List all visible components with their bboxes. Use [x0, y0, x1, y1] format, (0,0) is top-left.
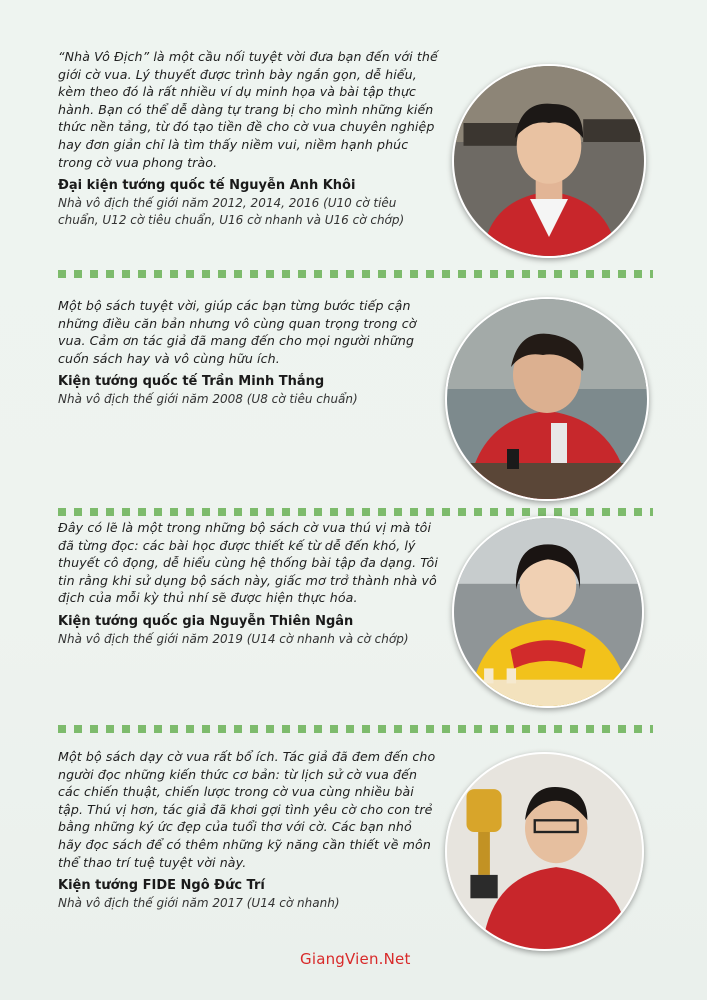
testimonial-quote: Một bộ sách dạy cờ vua rất bổ ích. Tác giả đã đem đến cho người đọc những kiến thức cơ bản: từ lịch sử cờ vua đến các chiến thuật, chiến lược trong cờ vua cùng nhiều bài tập. Thú vị hơn, tác giả đã khơi gợi tình yêu cờ cho con trẻ bằng những ký ức đẹp của tuổi thơ với cờ. Các bạn nhỏ hãy đọc sách để có thêm những kỹ năng cần thiết về môn thể thao trí tuệ tuyệt vời này. — [58, 749, 436, 870]
portrait-photo-3 — [452, 516, 644, 708]
testimonial-2 — [58, 297, 438, 408]
portrait-photo-1 — [452, 64, 646, 258]
testimonial-author: Đại kiện tướng quốc tế Nguyễn Anh Khôi — [58, 178, 356, 194]
testimonial-title: Nhà vô địch thế giới năm 2019 (U14 cờ nhanh và cờ chớp) — [58, 631, 409, 646]
testimonial-quote: Đây có lẽ là một trong những bộ sách cờ vua thú vị mà tôi đã từng đọc: các bài học được thiết kế từ dễ đến khó, lý thuyết cô đọng, dễ hiểu cùng hệ thống bài tập đa dạng. Tôi tin rằng khi sử dụng bộ sách này, giấc mơ trở thành nhà vô địch của mỗi kỳ thủ nhí sẽ được hiện thực hóa. — [58, 520, 438, 606]
testimonial-author: Kiện tướng quốc tế Trần Minh Thắng — [58, 374, 325, 390]
testimonial-4 — [58, 748, 438, 912]
testimonial-author: Kiện tướng quốc gia Nguyễn Thiên Ngân — [58, 613, 354, 629]
testimonial-quote: Một bộ sách tuyệt vời, giúp các bạn từng bước tiếp cận những điều căn bản nhưng vô cùng quan trọng trong cờ vua. Cảm ơn tác giả đã mang đến cho mọi người những cuốn sách hay và vô cùng hữu ích. — [58, 298, 417, 366]
testimonial-quote: “Nhà Vô Địch” là một cầu nối tuyệt vời đưa bạn đến với thế giới cờ vua. Lý thuyết được trình bày ngắn gọn, dễ hiểu, kèm theo đó là rất nhiều ví dụ minh họa và bài tập thực hành. Bạn có thể dễ dàng tự trang bị cho mình những kiến thức nền tảng, từ đó tạo tiền đề cho cờ vua chuyên nghiệp hay đơn giản chỉ là tìm thấy niềm vui, niềm hạnh phúc trong cờ vua phong trào. — [58, 49, 438, 170]
section-divider — [58, 270, 653, 278]
portrait-photo-yellow-jacket-icon — [454, 518, 642, 706]
testimonial-title: Nhà vô địch thế giới năm 2012, 2014, 2016 (U10 cờ tiêu chuẩn, U12 cờ tiêu chuẩn, U16 cờ nhanh và U16 cờ chớp) — [58, 196, 405, 228]
testimonial-1 — [58, 48, 438, 229]
testimonial-title: Nhà vô địch thế giới năm 2017 (U14 cờ nhanh) — [58, 896, 340, 911]
portrait-photo-2 — [445, 297, 649, 501]
portrait-photo-4 — [445, 752, 644, 951]
section-divider — [58, 725, 653, 733]
testimonial-title: Nhà vô địch thế giới năm 2008 (U8 cờ tiêu chuẩn) — [58, 392, 358, 407]
watermark-text: GiangVien.Net — [300, 950, 411, 968]
portrait-photo-trophy-icon — [447, 754, 642, 949]
testimonial-author: Kiện tướng FIDE Ngô Đức Trí — [58, 878, 265, 894]
portrait-photo-playing-chess-icon — [447, 299, 647, 499]
section-divider — [58, 508, 653, 516]
testimonial-3 — [58, 519, 438, 648]
portrait-photo-red-shirt-icon — [454, 66, 644, 256]
